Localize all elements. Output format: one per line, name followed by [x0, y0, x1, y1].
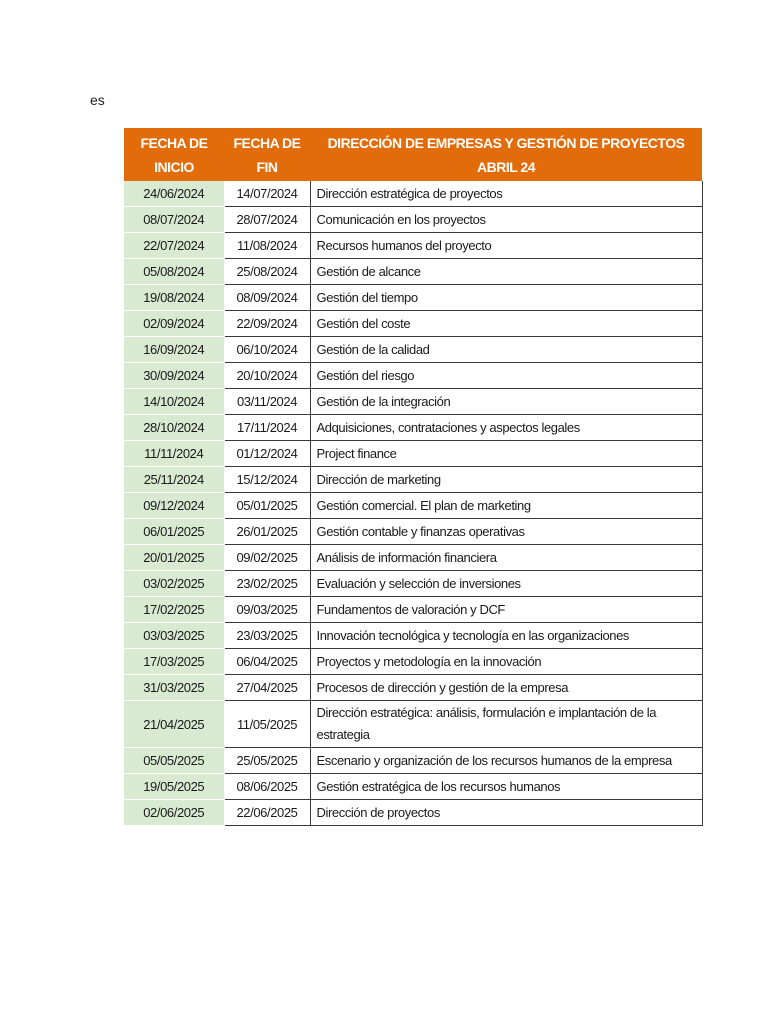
header-start-date: FECHA DE INICIO: [124, 128, 224, 181]
table-row: [124, 441, 702, 467]
table-row: [124, 701, 702, 748]
module-title-cell: Evaluación y selección de inversiones: [310, 571, 702, 597]
table-row: [124, 675, 702, 701]
end-date-cell: 22/06/2025: [224, 800, 310, 826]
table-row: [124, 207, 702, 233]
table-row: [124, 649, 702, 675]
course-schedule-table: [124, 128, 703, 826]
module-title-cell: Gestión comercial. El plan de marketing: [310, 493, 702, 519]
start-date-cell: 20/01/2025: [124, 545, 224, 571]
table-row: [124, 545, 702, 571]
end-date-cell: 28/07/2024: [224, 207, 310, 233]
end-date-cell: 14/07/2024: [224, 181, 310, 207]
start-date-cell: 14/10/2024: [124, 389, 224, 415]
start-date-cell: 16/09/2024: [124, 337, 224, 363]
start-date-cell: 05/08/2024: [124, 259, 224, 285]
start-date-cell: 06/01/2025: [124, 519, 224, 545]
table-row: [124, 363, 702, 389]
start-date-cell: 02/06/2025: [124, 800, 224, 826]
module-title-cell: Análisis de información financiera: [310, 545, 702, 571]
start-date-cell: 21/04/2025: [124, 701, 224, 748]
end-date-cell: 09/02/2025: [224, 545, 310, 571]
end-date-cell: 06/10/2024: [224, 337, 310, 363]
module-title-cell: Gestión contable y finanzas operativas: [310, 519, 702, 545]
start-date-cell: 03/03/2025: [124, 623, 224, 649]
table-row: [124, 748, 702, 774]
table-row: [124, 597, 702, 623]
start-date-cell: 19/05/2025: [124, 774, 224, 800]
end-date-cell: 27/04/2025: [224, 675, 310, 701]
start-date-cell: 30/09/2024: [124, 363, 224, 389]
module-title-cell: Gestión del riesgo: [310, 363, 702, 389]
end-date-cell: 06/04/2025: [224, 649, 310, 675]
table-row: [124, 519, 702, 545]
module-title-cell: Comunicación en los proyectos: [310, 207, 702, 233]
start-date-cell: 03/02/2025: [124, 571, 224, 597]
start-date-cell: 25/11/2024: [124, 467, 224, 493]
table-row: [124, 389, 702, 415]
start-date-cell: 09/12/2024: [124, 493, 224, 519]
start-date-cell: 17/03/2025: [124, 649, 224, 675]
table-row: [124, 623, 702, 649]
end-date-cell: 25/08/2024: [224, 259, 310, 285]
start-date-cell: 22/07/2024: [124, 233, 224, 259]
end-date-cell: 11/08/2024: [224, 233, 310, 259]
end-date-cell: 17/11/2024: [224, 415, 310, 441]
page-label: es: [90, 92, 105, 108]
end-date-cell: 01/12/2024: [224, 441, 310, 467]
module-title-cell: Gestión de la calidad: [310, 337, 702, 363]
table-row: [124, 467, 702, 493]
end-date-cell: 15/12/2024: [224, 467, 310, 493]
table-row: [124, 311, 702, 337]
start-date-cell: 24/06/2024: [124, 181, 224, 207]
table-row: [124, 337, 702, 363]
module-title-cell: Gestión de alcance: [310, 259, 702, 285]
start-date-cell: 08/07/2024: [124, 207, 224, 233]
start-date-cell: 02/09/2024: [124, 311, 224, 337]
end-date-cell: 23/02/2025: [224, 571, 310, 597]
table-row: [124, 571, 702, 597]
module-title-cell: Dirección de proyectos: [310, 800, 702, 826]
module-title-cell: Gestión estratégica de los recursos humanos: [310, 774, 702, 800]
start-date-cell: 11/11/2024: [124, 441, 224, 467]
module-title-cell: Dirección estratégica de proyectos: [310, 181, 702, 207]
table-body: [124, 181, 702, 826]
module-title-cell: Project finance: [310, 441, 702, 467]
table-row: [124, 259, 702, 285]
end-date-cell: 11/05/2025: [224, 701, 310, 748]
table-row: [124, 285, 702, 311]
start-date-cell: 17/02/2025: [124, 597, 224, 623]
header-end-date: FECHA DE FIN: [224, 128, 310, 181]
module-title-cell: Gestión del coste: [310, 311, 702, 337]
module-title-cell: Innovación tecnológica y tecnología en las organizaciones: [310, 623, 702, 649]
table-header-row: [124, 128, 702, 181]
module-title-cell: Fundamentos de valoración y DCF: [310, 597, 702, 623]
end-date-cell: 23/03/2025: [224, 623, 310, 649]
start-date-cell: 05/05/2025: [124, 748, 224, 774]
module-title-cell: Recursos humanos del proyecto: [310, 233, 702, 259]
end-date-cell: 03/11/2024: [224, 389, 310, 415]
table-row: [124, 415, 702, 441]
end-date-cell: 08/06/2025: [224, 774, 310, 800]
end-date-cell: 20/10/2024: [224, 363, 310, 389]
start-date-cell: 28/10/2024: [124, 415, 224, 441]
table-row: [124, 493, 702, 519]
end-date-cell: 25/05/2025: [224, 748, 310, 774]
module-title-cell: Procesos de dirección y gestión de la empresa: [310, 675, 702, 701]
start-date-cell: 19/08/2024: [124, 285, 224, 311]
end-date-cell: 22/09/2024: [224, 311, 310, 337]
start-date-cell: 31/03/2025: [124, 675, 224, 701]
table-row: [124, 233, 702, 259]
module-title-cell: Dirección estratégica: análisis, formulación e implantación de la estrategia: [310, 701, 702, 748]
module-title-cell: Gestión de la integración: [310, 389, 702, 415]
header-program-title: DIRECCIÓN DE EMPRESAS Y GESTIÓN DE PROYECTOS ABRIL 24: [310, 128, 702, 181]
table-row: [124, 774, 702, 800]
table-row: [124, 800, 702, 826]
module-title-cell: Proyectos y metodología en la innovación: [310, 649, 702, 675]
module-title-cell: Adquisiciones, contrataciones y aspectos legales: [310, 415, 702, 441]
module-title-cell: Dirección de marketing: [310, 467, 702, 493]
end-date-cell: 26/01/2025: [224, 519, 310, 545]
table-row: [124, 181, 702, 207]
end-date-cell: 09/03/2025: [224, 597, 310, 623]
end-date-cell: 05/01/2025: [224, 493, 310, 519]
end-date-cell: 08/09/2024: [224, 285, 310, 311]
module-title-cell: Gestión del tiempo: [310, 285, 702, 311]
module-title-cell: Escenario y organización de los recursos humanos de la empresa: [310, 748, 702, 774]
